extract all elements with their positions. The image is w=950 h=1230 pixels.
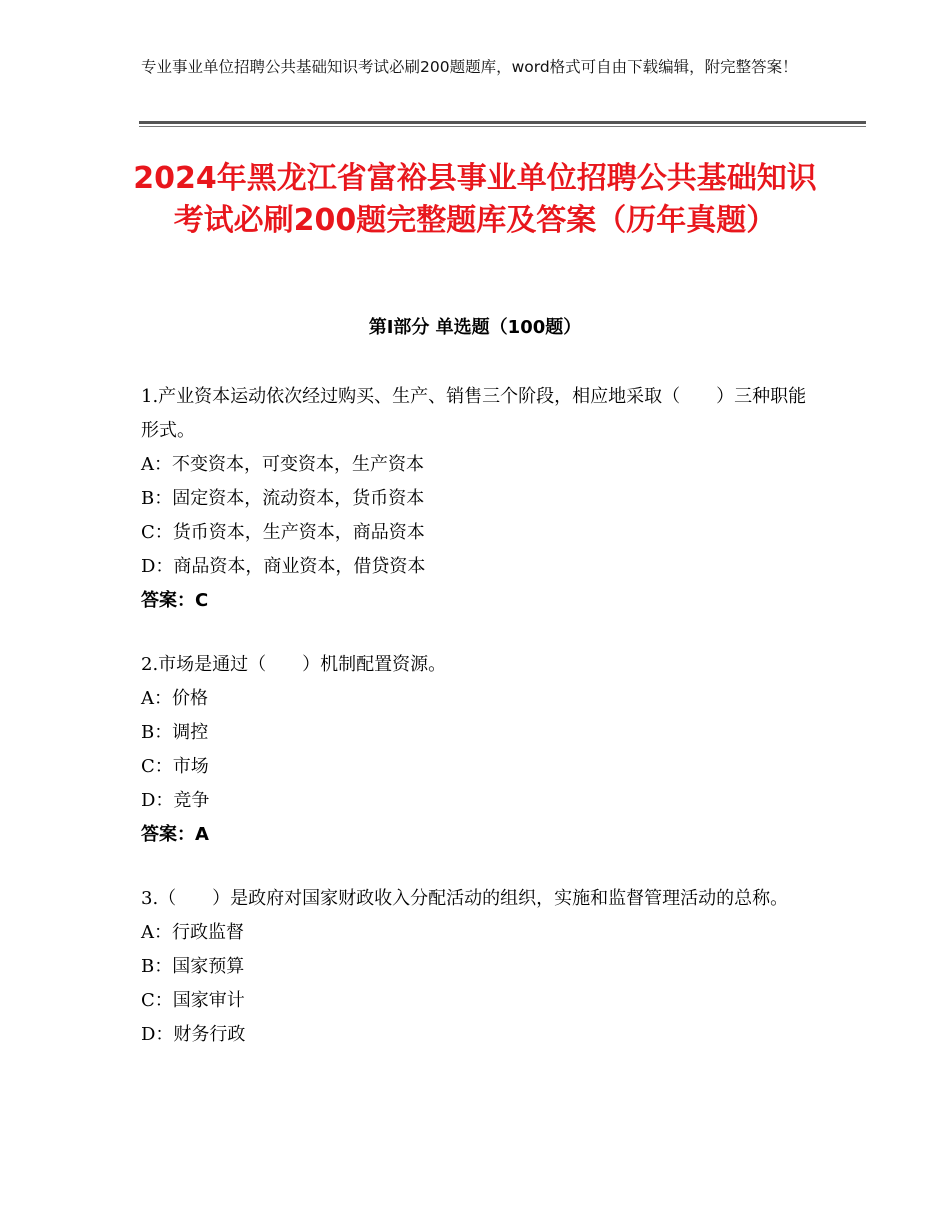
- header-divider-thin: [139, 126, 866, 127]
- option-d: D：财务行政: [141, 1024, 246, 1045]
- option-b: B：国家预算: [141, 956, 245, 977]
- answer-line: 答案：C: [141, 590, 209, 611]
- question-list: [141, 380, 821, 1082]
- header-divider: [139, 121, 866, 124]
- question-item: [141, 380, 821, 618]
- option-c: C：国家审计: [141, 990, 245, 1011]
- option-b: B：固定资本，流动资本，货币资本: [141, 488, 425, 509]
- option-d: D：商品资本，商业资本，借贷资本: [141, 556, 426, 577]
- option-b: B：调控: [141, 722, 209, 743]
- question-item: [141, 648, 821, 852]
- option-a: A：价格: [141, 688, 208, 709]
- document-title: 2024年黑龙江省富裕县事业单位招聘公共基础知识考试必刷200题完整题库及答案（历年真题）: [133, 161, 817, 238]
- option-a: A：行政监督: [141, 922, 244, 943]
- question-stem: 3.（ ）是政府对国家财政收入分配活动的组织，实施和监督管理活动的总称。: [141, 888, 789, 909]
- answer-line: 答案：A: [141, 824, 209, 845]
- question-item: [141, 882, 821, 1052]
- option-a: A：不变资本，可变资本，生产资本: [141, 454, 424, 475]
- section-title: 第Ⅰ部分 单选题（100题）: [368, 317, 582, 338]
- option-c: C：货币资本，生产资本，商品资本: [141, 522, 425, 543]
- option-c: C：市场: [141, 756, 209, 777]
- header-note: 专业事业单位招聘公共基础知识考试必刷200题题库，word格式可自由下载编辑，附完整答案！: [141, 58, 798, 76]
- option-d: D：竞争: [141, 790, 210, 811]
- question-stem: 1.产业资本运动依次经过购买、生产、销售三个阶段，相应地采取（ ）三种职能形式。: [141, 386, 807, 441]
- question-stem: 2.市场是通过（ ）机制配置资源。: [141, 654, 447, 675]
